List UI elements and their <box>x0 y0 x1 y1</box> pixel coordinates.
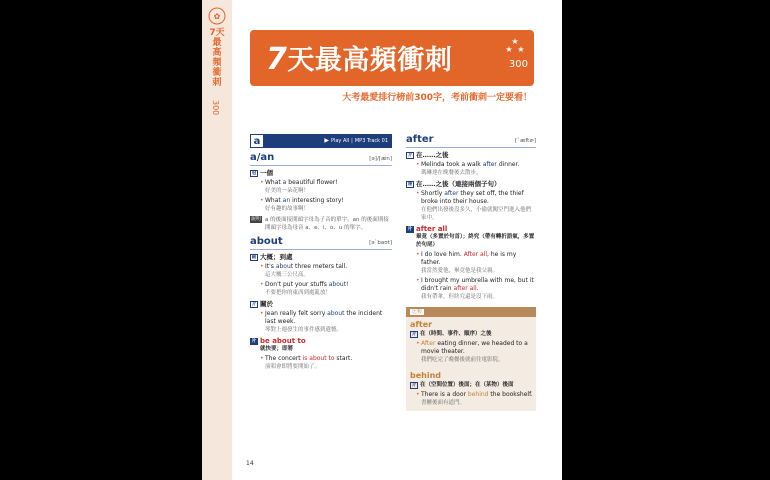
stars-icon <box>504 36 526 54</box>
example-en <box>421 251 536 267</box>
entry-word: after <box>406 134 434 145</box>
example <box>260 310 392 334</box>
example-en <box>265 281 392 289</box>
svg-text:★: ★ <box>517 45 525 54</box>
sense-text: 在……之後（連接兩個子句） <box>416 180 501 188</box>
right-column <box>406 134 536 411</box>
example-en <box>421 391 536 399</box>
sense <box>406 151 536 159</box>
compare-def-text: 在（時間、事件、順序）之後 <box>420 331 492 337</box>
ex-hl: an <box>282 197 291 204</box>
example <box>260 197 392 213</box>
entry-word: a/an <box>250 152 275 163</box>
compare-def <box>410 330 536 338</box>
entry-ipa: [ə]/[æn] <box>369 156 392 162</box>
ex-post: start. <box>334 355 353 362</box>
example <box>416 190 536 222</box>
ex-pre: Jean really felt sorry <box>265 310 328 317</box>
pos-icon: 介 <box>407 152 413 158</box>
pos-icon: 介 <box>251 301 257 307</box>
pos-icon: 介 <box>411 382 417 388</box>
phrase <box>250 337 392 345</box>
example <box>260 179 392 195</box>
example-en <box>421 340 536 356</box>
entry-word: about <box>250 236 283 247</box>
ex-hl: After <box>421 340 436 347</box>
banner-title <box>266 38 452 77</box>
entry-ipa: [əˋbaʊt] <box>369 240 392 246</box>
example-zh: 在他們出發後沒多久，小偷就闖空門進入他們家中。 <box>421 207 532 221</box>
side-strip <box>202 0 232 480</box>
svg-text:★: ★ <box>511 37 519 46</box>
phrase-def: 畢竟（多置於句首）；終究（帶有轉折語氣，多置於句尾） <box>416 234 535 248</box>
svg-text:★: ★ <box>505 45 513 54</box>
ex-hl: about <box>275 263 294 270</box>
play-icon: ▶ <box>324 137 329 144</box>
example-en <box>265 310 392 326</box>
title-banner <box>250 30 534 86</box>
example-zh: 琴對上週發生的事件感到遺憾。 <box>265 327 343 333</box>
ex-post: . <box>476 285 479 292</box>
ex-pre: The concert <box>265 355 303 362</box>
example <box>416 340 536 364</box>
example-zh: 這大概三公尺高。 <box>265 272 310 278</box>
note-tag: 說明 <box>251 216 262 222</box>
ex-post: interesting story! <box>290 197 344 204</box>
compare-tag: 比較 <box>412 309 423 315</box>
pos-icon: 副 <box>251 254 257 260</box>
ex-hl: about <box>328 281 347 288</box>
example-zh: 好有趣的故事啊！ <box>265 206 310 212</box>
play-all-label: Play All <box>330 138 350 144</box>
strip-number: 300 <box>211 100 220 116</box>
compare-def-text: 在（空間位置）後面；在（某物）後面 <box>420 382 514 388</box>
strip-title: 7天最高頻衝刺 <box>209 28 225 88</box>
ex-hl: behind <box>467 391 489 398</box>
example-en <box>421 190 536 206</box>
ex-pre: Shortly <box>421 190 445 197</box>
example-en <box>421 161 536 169</box>
example-zh: 瑪琳達在晚餐後去散步。 <box>421 170 482 176</box>
ex-pre: There is a door <box>421 391 468 398</box>
example-en <box>265 263 392 271</box>
ex-pre: What <box>265 197 283 204</box>
entry-head-after <box>406 134 536 148</box>
ex-pre: Melinda took a walk <box>421 161 483 168</box>
ex-post: three meters tall. <box>293 263 348 270</box>
ex-post: they set off, the thief broke into their house. <box>421 190 524 205</box>
example-zh: 演唱會即將要開始了。 <box>265 364 321 370</box>
example-zh: 不要把你的東西到處亂放！ <box>265 290 332 296</box>
example-zh: 我們吃完了晚餐後就前往電影院。 <box>421 357 504 363</box>
book-page <box>202 0 562 480</box>
sense-text: 在……之後 <box>416 151 449 159</box>
example-zh: 好美的一朵花啊！ <box>265 188 310 194</box>
compare-word: behind <box>410 371 442 380</box>
compare-def <box>410 381 536 389</box>
banner-subtitle: 大考最愛排行榜前300字，考前衝刺一定要看！ <box>342 93 532 103</box>
letter-header <box>250 134 392 148</box>
ex-post: the incident last week. <box>265 310 383 325</box>
example-en <box>265 197 392 205</box>
phrase-tag: 片 <box>407 226 413 232</box>
example-zh: 我有帶傘，但終究還是沒下雨。 <box>421 294 499 300</box>
banner-title-seven: 7 <box>266 42 288 77</box>
ex-hl: after <box>482 161 497 168</box>
track-label: MP3 Track 01 <box>354 138 388 144</box>
sense-text: 一個 <box>260 169 273 177</box>
letter-label: a <box>250 134 264 148</box>
ex-post: the bookshelf. <box>488 391 533 398</box>
usage-note <box>250 216 392 232</box>
phrase <box>406 225 536 233</box>
sense <box>250 300 392 308</box>
ex-post: eating dinner, we headed to a movie theater. <box>421 340 528 355</box>
example <box>260 355 392 371</box>
ex-post: beautiful flower! <box>286 179 338 186</box>
svg-text:✿: ✿ <box>213 12 221 21</box>
ex-pre: It's <box>265 263 276 270</box>
phrase-def: 就快要；即將 <box>260 346 294 352</box>
ex-hl: is about to <box>302 355 335 362</box>
ex-pre: Don't put your stuffs <box>265 281 329 288</box>
example <box>416 251 536 275</box>
example-zh: 書櫃後面有道門。 <box>421 400 466 406</box>
ex-post: ! <box>346 281 349 288</box>
sense <box>406 180 536 188</box>
entry-ipa: [ˋæftɚ] <box>515 138 536 144</box>
banner-number: 300 <box>508 59 528 70</box>
sense <box>250 253 392 261</box>
phrase-tag: 片 <box>251 338 257 344</box>
example-en <box>421 277 536 293</box>
star-logo-icon <box>208 7 226 25</box>
example-zh: 我當然愛他，畢竟他是我父親。 <box>421 268 499 274</box>
ex-hl: a <box>282 179 287 186</box>
entry-head-about <box>250 236 392 250</box>
note-text: a 的後面接開頭字母為子音的單字。an 的後面則接開頭字母為母音 a、e、i、o、u 的單字。 <box>265 217 389 231</box>
example <box>260 281 392 297</box>
example <box>260 263 392 279</box>
example <box>416 161 536 177</box>
ex-pre: What <box>265 179 283 186</box>
ex-hl: After all <box>463 251 488 258</box>
compare-box <box>406 307 536 411</box>
sense <box>250 169 392 177</box>
example-en <box>265 355 392 363</box>
banner-title-rest: 天最高頻衝刺 <box>287 45 453 76</box>
sense-text: 關於 <box>260 300 273 308</box>
phrase-text: after all <box>416 225 448 233</box>
compare-word: after <box>410 320 433 329</box>
example <box>416 277 536 301</box>
ex-post: dinner. <box>496 161 520 168</box>
page-number: 14 <box>246 460 254 467</box>
example <box>416 391 536 407</box>
pos-icon: 連 <box>407 181 413 187</box>
ex-pre: I brought my umbrella with me, but it didn't rain <box>421 277 534 292</box>
ex-pre: I do love him. <box>421 251 464 258</box>
ex-hl: about <box>327 310 345 317</box>
play-separator: | <box>351 138 353 144</box>
ex-hl: after all <box>453 285 477 292</box>
pos-icon: 介 <box>411 331 417 337</box>
ex-hl: after <box>444 190 459 197</box>
play-all-button[interactable] <box>324 137 392 145</box>
pos-icon: 冠 <box>251 170 257 176</box>
example-en <box>265 179 392 187</box>
phrase-text: be about to <box>260 337 306 345</box>
compare-header <box>406 307 536 317</box>
entry-head-a-an <box>250 152 392 166</box>
left-column <box>250 134 392 371</box>
sense-text: 大概；到處 <box>260 253 293 261</box>
ex-post: , he is my father. <box>421 251 517 266</box>
